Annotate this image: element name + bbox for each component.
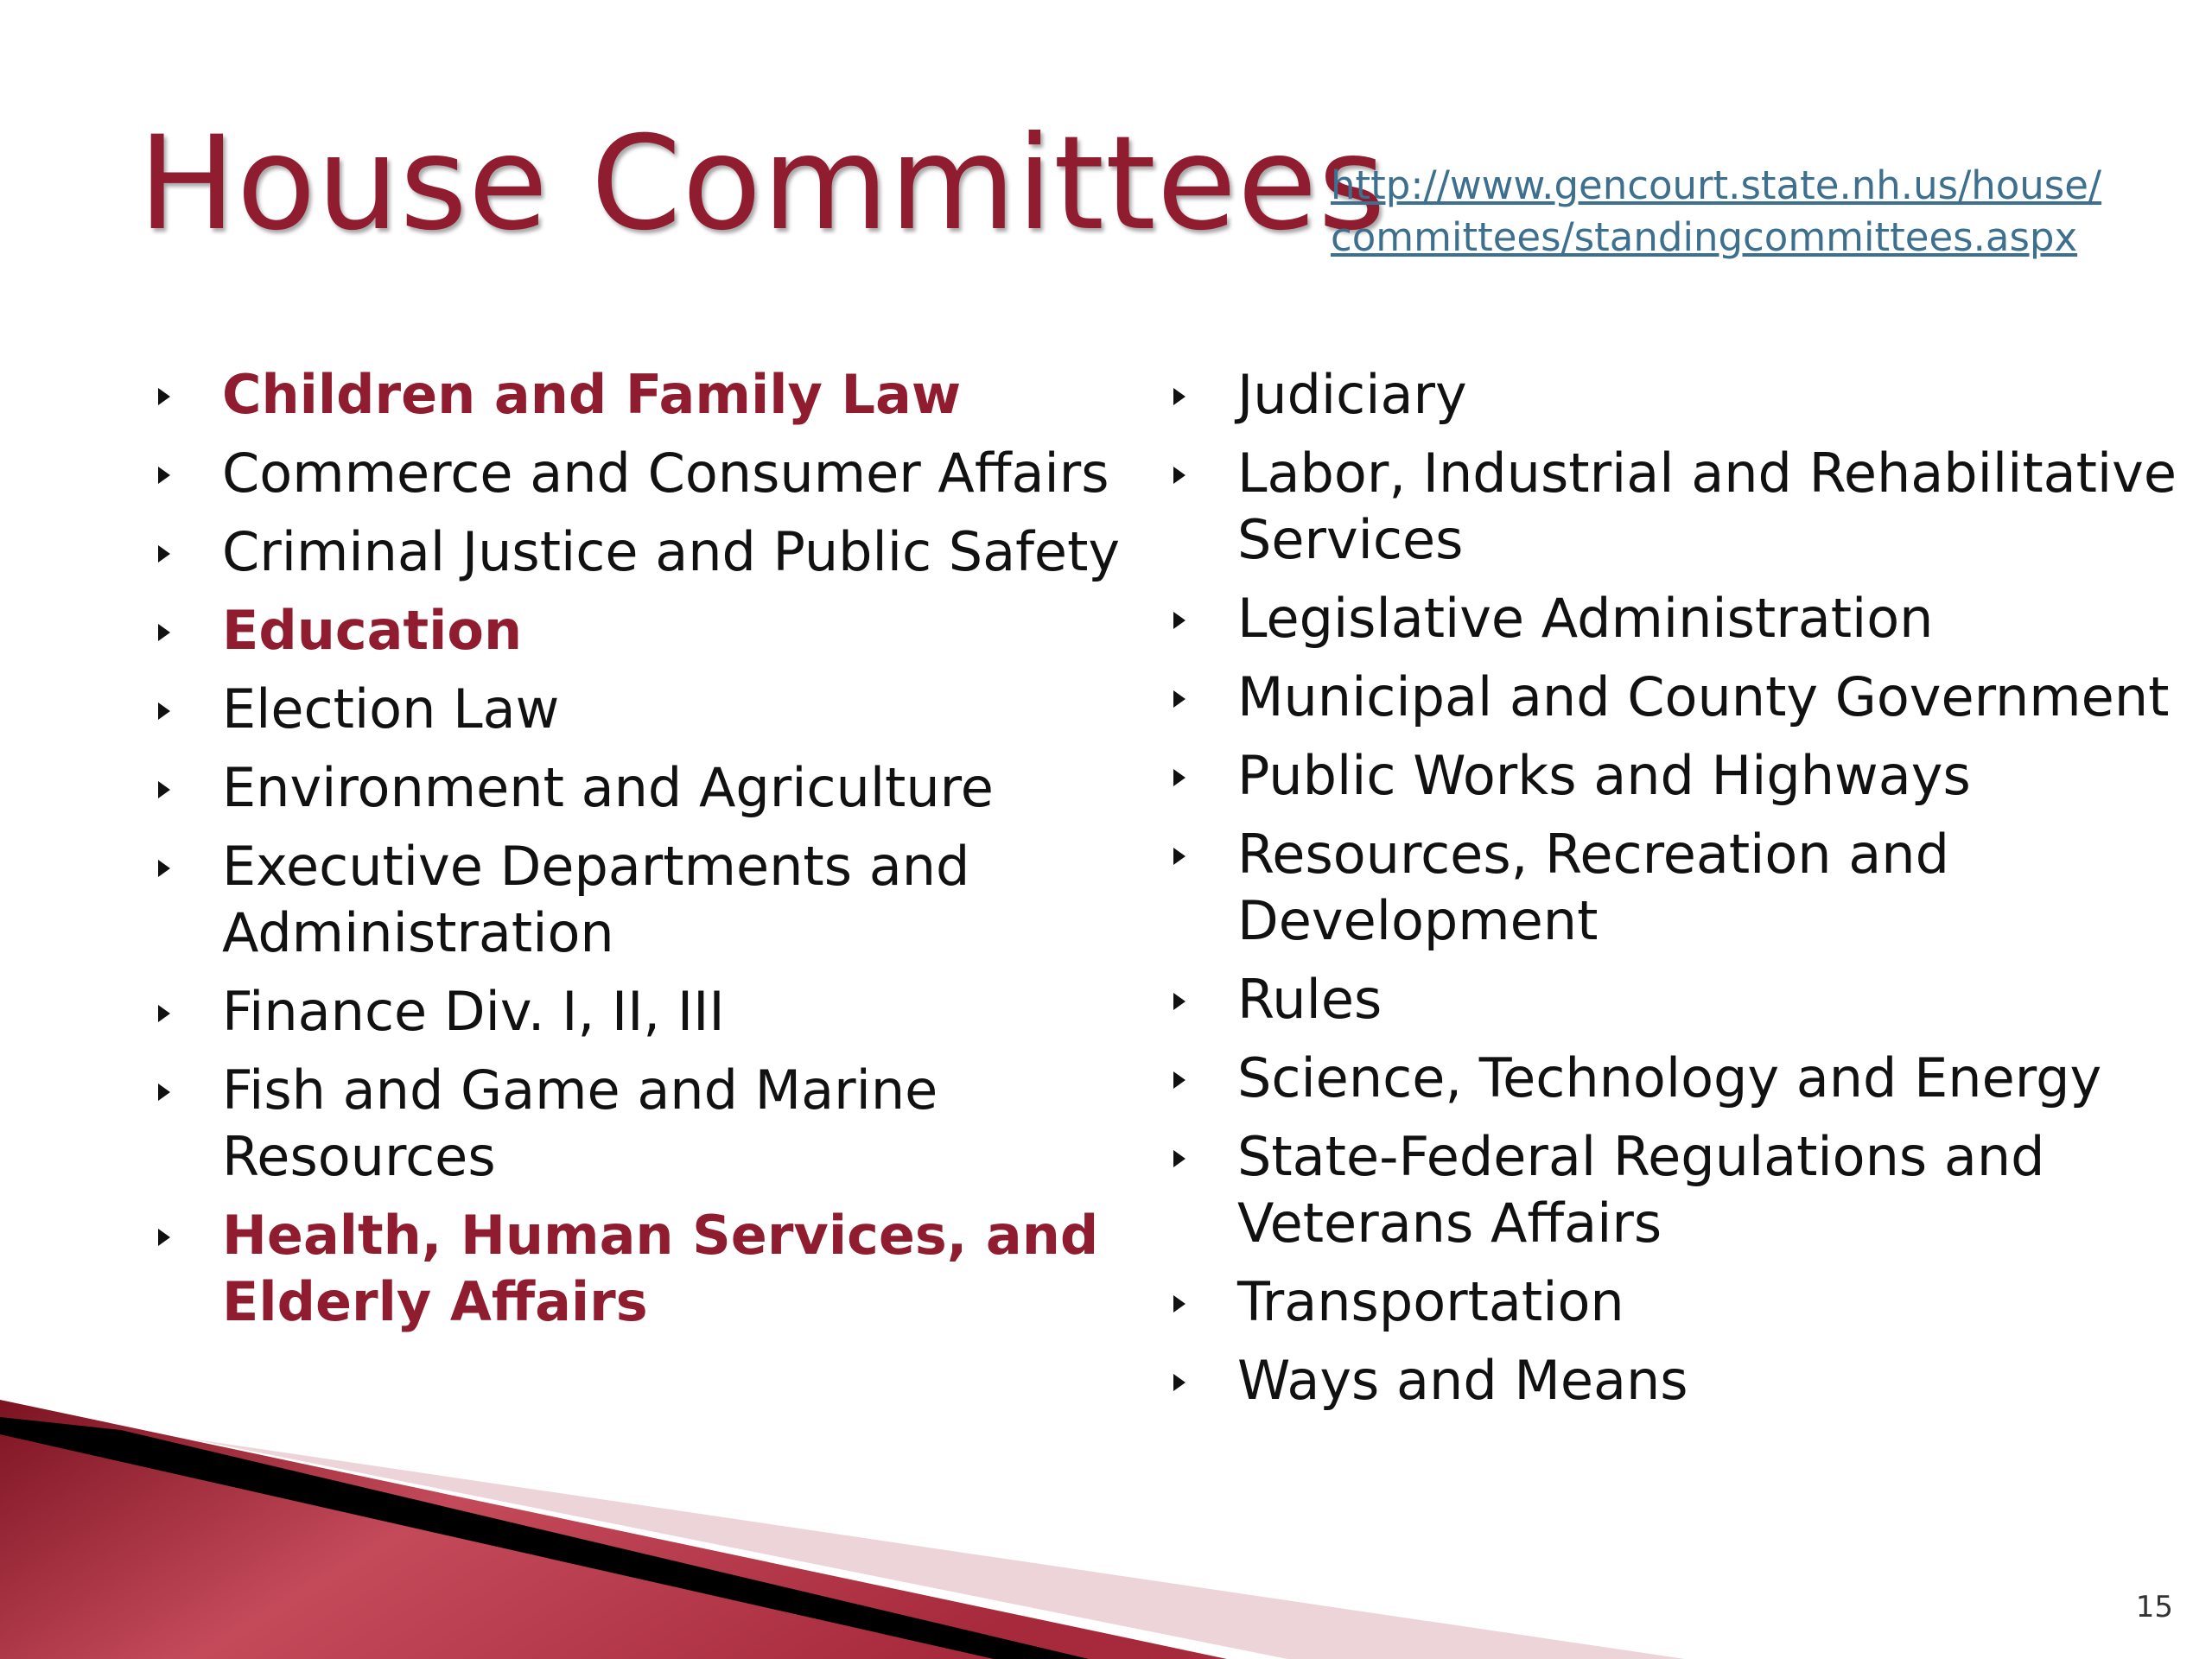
- bullet-arrow-icon: [158, 1084, 170, 1101]
- committee-item: [1166, 1123, 2186, 1256]
- committee-label: Finance Div. I, II, III: [222, 980, 725, 1043]
- bullet-arrow-icon: [1173, 848, 1185, 865]
- committee-label: Environment and Agriculture: [222, 756, 994, 819]
- committee-list-right: [1166, 361, 2186, 1426]
- committee-label: Legislative Administration: [1237, 587, 1934, 650]
- committee-label: Education: [222, 599, 523, 662]
- url-line-1: http://www.gencourt.state.nh.us/house/: [1331, 162, 2102, 208]
- bullet-arrow-icon: [1173, 612, 1185, 629]
- committee-item: [1166, 361, 2186, 428]
- url-line-2: committees/standingcommittees.aspx: [1331, 214, 2078, 260]
- bullet-arrow-icon: [158, 702, 170, 720]
- committee-item: [1166, 1045, 2186, 1111]
- bullet-arrow-icon: [1173, 690, 1185, 708]
- committee-item: [151, 440, 1128, 506]
- committee-label: Resources, Recreation and Development: [1237, 823, 1949, 952]
- bullet-arrow-icon: [158, 1229, 170, 1246]
- committee-label: Rules: [1237, 968, 1382, 1031]
- committee-item: [151, 1057, 1128, 1190]
- committee-label: Health, Human Services, and Elderly Affairs: [222, 1204, 1099, 1333]
- committee-item: [1166, 966, 2186, 1033]
- committee-item: [1166, 821, 2186, 954]
- bullet-arrow-icon: [1173, 1295, 1185, 1313]
- committee-item: [151, 1202, 1128, 1335]
- bullet-arrow-icon: [1173, 993, 1185, 1010]
- committee-item: [151, 833, 1128, 966]
- bullet-arrow-icon: [158, 545, 170, 563]
- committee-label: Ways and Means: [1237, 1349, 1688, 1412]
- bullet-arrow-icon: [158, 624, 170, 641]
- committee-item: [1166, 440, 2186, 573]
- committee-item: [151, 754, 1128, 821]
- slide-title: House Committees: [138, 109, 1387, 259]
- committee-item: [151, 361, 1128, 428]
- bullet-arrow-icon: [1173, 388, 1185, 405]
- committee-label: Children and Family Law: [222, 363, 962, 426]
- committee-label: Public Works and Highways: [1237, 744, 1971, 807]
- committee-item: [1166, 1268, 2186, 1335]
- committee-label: Labor, Industrial and Rehabilitative Services: [1237, 442, 2177, 571]
- committee-item: [151, 676, 1128, 742]
- bullet-arrow-icon: [1173, 467, 1185, 484]
- committee-label: Criminal Justice and Public Safety: [222, 520, 1121, 583]
- committee-list-left: [151, 361, 1128, 1347]
- bullet-arrow-icon: [1173, 1374, 1185, 1391]
- committee-item: [151, 597, 1128, 664]
- bullet-arrow-icon: [158, 860, 170, 877]
- committee-label: Judiciary: [1237, 363, 1467, 426]
- bullet-arrow-icon: [158, 388, 170, 405]
- bullet-arrow-icon: [158, 467, 170, 484]
- bullet-arrow-icon: [1173, 769, 1185, 786]
- committee-label: Election Law: [222, 677, 560, 741]
- bullet-arrow-icon: [158, 781, 170, 798]
- committee-item: [151, 518, 1128, 585]
- committee-label: Transportation: [1237, 1270, 1624, 1333]
- committee-label: State-Federal Regulations and Veterans Affairs: [1237, 1125, 2045, 1255]
- committee-item: [1166, 585, 2186, 652]
- committee-label: Executive Departments and Administration: [222, 835, 970, 964]
- committee-item: [1166, 1347, 2186, 1414]
- committee-label: Commerce and Consumer Affairs: [222, 442, 1109, 505]
- committee-label: Science, Technology and Energy: [1237, 1046, 2102, 1109]
- committees-url-link[interactable]: [1331, 160, 2203, 264]
- committee-item: [1166, 742, 2186, 809]
- committee-item: [151, 978, 1128, 1045]
- committee-item: [1166, 664, 2186, 730]
- committee-label: Fish and Game and Marine Resources: [222, 1058, 938, 1188]
- bullet-arrow-icon: [158, 1005, 170, 1022]
- page-number: 15: [2135, 1590, 2173, 1624]
- bullet-arrow-icon: [1173, 1150, 1185, 1167]
- committee-label: Municipal and County Government: [1237, 665, 2170, 728]
- bullet-arrow-icon: [1173, 1071, 1185, 1089]
